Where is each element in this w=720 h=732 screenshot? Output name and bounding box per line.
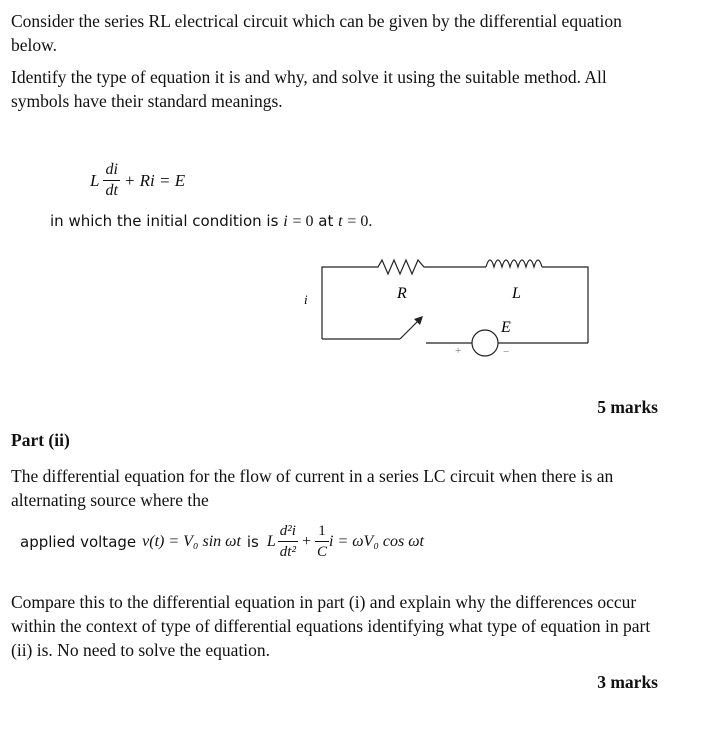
- compare-paragraph: [11, 590, 711, 662]
- rl-circuit-diagram: [300, 245, 600, 370]
- ic-prefix: in which the initial condition is: [50, 212, 279, 230]
- intro-paragraph: [11, 9, 711, 57]
- part2-marks: 3 marks: [597, 672, 658, 692]
- eq1-L: L: [90, 170, 100, 190]
- task-line-2: symbols have their standard meanings.: [11, 91, 283, 111]
- intro-line-2: below.: [11, 35, 58, 55]
- rl-equation: [90, 160, 185, 201]
- part2-heading: Part (ii): [11, 430, 70, 450]
- label-L: L: [512, 285, 521, 302]
- eq2-voltage-expr: v(t) = V₀ sin ωt: [142, 532, 241, 550]
- part2-paragraph: [11, 464, 711, 512]
- part2-line-1: The differential equation for the flow of current in a series LC circuit when there is an: [11, 466, 614, 486]
- eq1-rest: + Ri = E: [123, 170, 186, 190]
- compare-line-3: (ii) is. No need to solve the equation.: [11, 640, 271, 660]
- eq2-rest: i = ωV₀ cos ωt: [329, 532, 424, 550]
- task-paragraph: [11, 65, 711, 113]
- ic-at: at: [318, 212, 334, 230]
- circuit-right-wire: [542, 267, 588, 343]
- source-plus-sign: +: [455, 345, 462, 357]
- initial-condition: [50, 212, 372, 231]
- eq1-denominator: dt: [105, 182, 118, 199]
- part1-marks: 5 marks: [597, 397, 658, 417]
- eq2-frac-numerator: 1: [315, 521, 329, 542]
- compare-line-1: Compare this to the differential equation in part (i) and explain why the differences occur: [11, 592, 637, 612]
- eq1-fraction: [103, 160, 119, 201]
- eq2-derivative-fraction: [278, 521, 298, 562]
- eq2-L: L: [266, 532, 276, 550]
- ic-t: t: [338, 213, 343, 230]
- ic-i: i: [283, 213, 288, 230]
- ic-eq2: = 0.: [347, 213, 373, 230]
- eq2-denominator: dt²: [279, 544, 296, 560]
- label-E: E: [501, 319, 511, 336]
- eq1-numerator: di: [103, 160, 119, 181]
- circuit-left-wire: [322, 267, 372, 339]
- resistor-symbol: [372, 260, 430, 274]
- label-i: i: [304, 292, 308, 307]
- voltage-source-symbol: [472, 330, 498, 356]
- label-R: R: [397, 285, 407, 302]
- eq2-is: is: [246, 532, 259, 551]
- source-minus-sign: −: [503, 346, 510, 358]
- task-line-1: Identify the type of equation it is and why, and solve it using the suitable method. All: [11, 67, 607, 87]
- eq2-plus: +: [301, 532, 311, 550]
- part2-line-2: alternating source where the: [11, 490, 209, 510]
- eq2-frac-denominator: C: [316, 544, 327, 560]
- eq2-prefix: applied voltage: [20, 532, 137, 551]
- eq2-numerator: d²i: [278, 521, 298, 542]
- ic-eq1: = 0: [292, 213, 314, 230]
- inductor-symbol: [486, 260, 542, 267]
- intro-line-1: Consider the series RL electrical circuit which can be given by the differential equation: [11, 11, 622, 31]
- lc-equation: [20, 521, 424, 562]
- eq2-capacitance-fraction: [315, 521, 329, 562]
- compare-line-2: within the context of type of differential equations identifying what type of equation in part: [11, 616, 651, 636]
